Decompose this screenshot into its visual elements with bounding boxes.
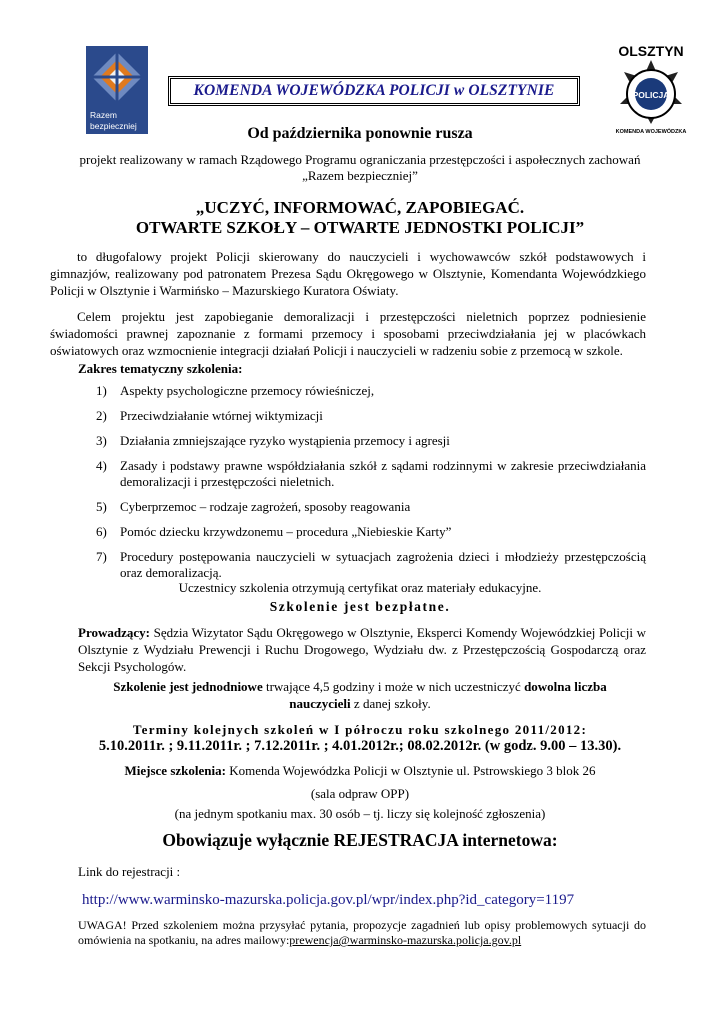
header-title: KOMENDA WOJEWÓDZKA POLICJI w OLSZTYNIE xyxy=(193,82,555,99)
list-item: 4) Zasady i podstawy prawne współdziałania szkół z sądami rodzinnymi w zakresie przeciwdziałania demoralizacji i przestępczości nieletnich. xyxy=(96,458,646,489)
motto-line1: „UCZYĆ, INFORMOWAĆ, ZAPOBIEGAĆ. xyxy=(195,198,525,217)
list-item: 7) Procedury postępowania nauczycieli w sytuacjach zagrożenia dzieci i młodzieży przestępczością oraz demoralizacją. xyxy=(96,549,646,580)
location: Miejsce szkolenia: Komenda Wojewódzka Policji w Olsztynie ul. Pstrowskiego 3 blok 26 xyxy=(124,763,596,778)
badge-middle-text: POLICJA xyxy=(632,90,670,100)
list-item: 6) Pomóc dziecku krzywdzonemu – procedura „Niebieskie Karty” xyxy=(96,524,452,539)
subheading xyxy=(60,152,660,184)
list-item: 1) Aspekty psychologiczne przemocy rówieśniczej, xyxy=(96,383,375,398)
registration-heading: Obowiązuje wyłącznie REJESTRACJA internetowa: xyxy=(162,830,558,850)
razem-bezpieczniej-logo xyxy=(86,46,148,134)
registration-link-label: Link do rejestracji : xyxy=(78,864,181,879)
list-item: 3) Działania zmniejszające ryzyko wystąpienia przemocy i agresji xyxy=(96,433,450,448)
room-note: (sala odpraw OPP) xyxy=(310,786,410,801)
badge-bottom-text: KOMENDA WOJEWÓDZKA xyxy=(615,129,687,135)
free-training-note: Szkolenie jest bezpłatne. xyxy=(269,599,451,614)
topics-list xyxy=(96,378,646,581)
email-link[interactable]: prewencja@warminsko-mazurska.policja.gov.pl xyxy=(289,933,522,947)
badge-top-text: OLSZTYN xyxy=(618,43,684,59)
intro-paragraph: to długofalowy projekt Policji skierowany do nauczycieli i wychowawców szkół podstawowych i gimnazjów, realizowany pod patronatem Prezesa Sądu Okręgowego w Olsztynie, Komendanta Wojewódzkiego Policji w Olsztynie i Warmińsko – Mazurskiego Kuratora Oświaty. xyxy=(50,249,646,298)
subheading-line1: projekt realizowany w ramach Rządowego Programu ograniczania przestępczości i aspołecznych zachowań xyxy=(79,152,641,167)
main-heading: Od października ponownie rusza xyxy=(247,125,473,142)
notice-paragraph: UWAGA! Przed szkoleniem można przysyłać pytania, propozycje zagadnień lub opisy problemowych sytuacji do omówienia na spotkaniu, na adres mailowy:prewencja@warminsko-mazurska.policja.gov.pl xyxy=(78,918,646,947)
certificate-note: Uczestnicy szkolenia otrzymują certyfikat oraz materiały edukacyjne. xyxy=(178,580,542,595)
capacity-note: (na jednym spotkaniu max. 30 osób – tj. liczy się kolejność zgłoszenia) xyxy=(174,806,546,821)
logo-text-bezpieczniej: bezpieczniej xyxy=(90,121,137,131)
topics-title: Zakres tematyczny szkolenia: xyxy=(78,361,243,376)
logo-text-razem: Razem xyxy=(90,110,117,120)
trainers-label: Prowadzący: xyxy=(78,625,150,640)
trainers-paragraph: Prowadzący: Sędzia Wizytator Sądu Okręgowego w Olsztynie, Eksperci Komendy Wojewódzkiej Policji w Olsztynie z Wydziału Prewencji i Ruchu Drogowego, Wydziału dw. z Przestępczością Gospodarczą oraz Sekcji Psychologów. xyxy=(78,625,646,674)
list-item: 5) Cyberprzemoc – rodzaje zagrożeń, sposoby reagowania xyxy=(96,499,411,514)
list-item: 2) Przeciwdziałanie wtórnej wiktymizacji xyxy=(96,408,323,423)
goal-paragraph: Celem projektu jest zapobieganie demoralizacji i przestępczości nieletnich poprzez podniesienie świadomości prawnej zapoznanie z formami przemocy i sposobami przeciwdziałania jej w placówkach oświatowych oraz wzmocnienie integracji działań Policji i nauczycieli w radzeniu sobie z przemocą w szkole. xyxy=(50,309,646,358)
duration-paragraph: Szkolenie jest jednodniowe trwające 4,5 godziny i może w nich uczestniczyć dowolna liczba nauczycieli z danej szkoły. xyxy=(113,679,607,711)
subheading-line2: „Razem bezpieczniej” xyxy=(302,168,418,183)
registration-link[interactable]: http://www.warminsko-mazurska.policja.gov.pl/wpr/index.php?id_category=1197 xyxy=(82,892,575,908)
schedule-dates: 5.10.2011r. ; 9.11.2011r. ; 7.12.2011r. ; 4.01.2012r.; 08.02.2012r. (w godz. 9.00 – 13.30). xyxy=(98,738,622,754)
header-title-box xyxy=(168,76,580,106)
police-badge-logo xyxy=(610,42,692,138)
motto xyxy=(60,198,660,238)
schedule-title: Terminy kolejnych szkoleń w I półroczu roku szkolnego 2011/2012: xyxy=(132,722,588,737)
motto-line2: OTWARTE SZKOŁY – OTWARTE JEDNOSTKI POLICJI” xyxy=(135,218,585,237)
